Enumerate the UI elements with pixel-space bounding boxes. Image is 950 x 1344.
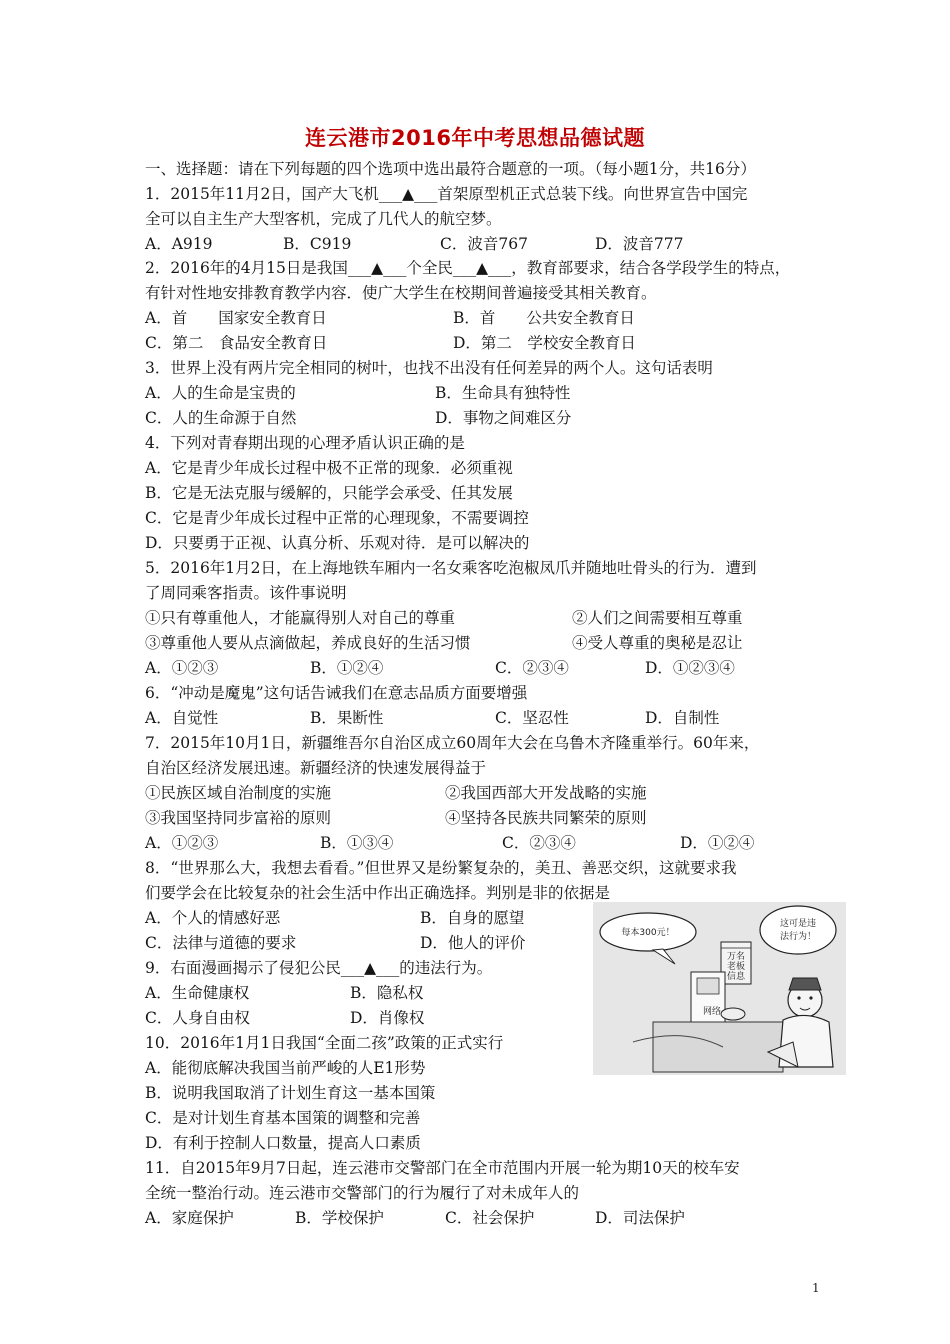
- option: C．②③④: [502, 834, 576, 852]
- option: D．第二 学校安全教育日: [453, 334, 636, 352]
- text-line: 5．2016年1月2日，在上海地铁车厢内一名女乘客吃泡椒凤爪并随地吐骨头的行为．遭到: [145, 559, 757, 577]
- option: C．坚忍性: [495, 709, 569, 727]
- option: ③尊重他人要从点滴做起，养成良好的生活习惯: [145, 634, 471, 652]
- text-line: 自治区经济发展迅速。新疆经济的快速发展得益于: [145, 759, 487, 777]
- option: B．学校保护: [295, 1209, 384, 1227]
- option: ④受人尊重的奥秘是忍让: [572, 634, 743, 652]
- option: A．个人的情感好恶: [145, 909, 281, 927]
- text-line: 2．2016年的4月15日是我国___▲___个全民___▲___，教育部要求，结合各学段学生的特点，: [145, 259, 791, 277]
- bubble-right-text-1: 这可是违: [779, 919, 817, 929]
- text-line: A．能彻底解决我国当前严峻的人E1形势: [145, 1059, 426, 1077]
- page-number: 1: [812, 1281, 820, 1295]
- text-line: D．有利于控制人口数量，提高人口素质: [145, 1134, 421, 1152]
- option: B．①③④: [320, 834, 394, 852]
- option: C．法律与道德的要求: [145, 934, 297, 952]
- option: A．人的生命是宝贵的: [145, 384, 296, 402]
- option: D．①②④: [680, 834, 755, 852]
- text-line: 们要学会在比较复杂的社会生活中作出正确选择。判别是非的依据是: [145, 884, 611, 902]
- option: D．波音777: [595, 235, 684, 253]
- book-label-2: 老板: [726, 962, 746, 972]
- option: A．生命健康权: [145, 984, 250, 1002]
- option: C．社会保护: [445, 1209, 535, 1227]
- bubble-left-text: 每本300元！: [621, 928, 675, 938]
- text-line: 9．右面漫画揭示了侵犯公民___▲___的违法行为。: [145, 959, 493, 977]
- option: B．生命具有独特性: [435, 384, 571, 402]
- text-line: 6．“冲动是魔鬼”这句话告诫我们在意志品质方面要增强: [145, 684, 528, 702]
- text-line: 全统一整治行动。连云港市交警部门的行为履行了对未成年人的: [145, 1184, 580, 1202]
- text-line: 4．下列对青春期出现的心理矛盾认识正确的是: [145, 434, 465, 452]
- option: D．司法保护: [595, 1209, 685, 1227]
- option: B．C919: [283, 235, 352, 253]
- text-line: 11．自2015年9月7日起，连云港市交警部门在全市范围内开展一轮为期10天的校车安: [145, 1159, 740, 1177]
- option: A．首 国家安全教育日: [145, 309, 327, 327]
- text-line: B．它是无法克服与缓解的，只能学会承受、任其发展: [145, 484, 513, 502]
- option: A．A919: [145, 235, 213, 253]
- option: C．人的生命源于自然: [145, 409, 297, 427]
- option: C．波音767: [440, 235, 528, 253]
- text-line: C．它是青少年成长过程中正常的心理现象，不需要调控: [145, 509, 529, 527]
- option: ①民族区域自治制度的实施: [145, 784, 332, 802]
- speech-bubble-right: [760, 906, 836, 954]
- cartoon-illustration: [593, 902, 846, 1075]
- option: B．自身的愿望: [420, 909, 525, 927]
- bubble-right-text-2: 法行为！: [779, 932, 817, 942]
- option: ①只有尊重他人，才能赢得别人对自己的尊重: [145, 609, 456, 627]
- text-line: A．它是青少年成长过程中极不正常的现象．必须重视: [145, 459, 513, 477]
- option: A．①②③: [145, 659, 219, 677]
- option: ④坚持各民族共同繁荣的原则: [445, 809, 647, 827]
- page-title: 连云港市2016年中考思想品德试题: [305, 126, 645, 150]
- option: D．自制性: [645, 709, 720, 727]
- text-line: 全可以自主生产大型客机，完成了几代人的航空梦。: [145, 210, 502, 228]
- text-line: 7．2015年10月1日，新疆维吾尔自治区成立60周年大会在乌鲁木齐隆重举行。60年来，: [145, 734, 760, 752]
- text-line: 1．2015年11月2日，国产大飞机___▲___首架原型机正式总装下线。向世界宣告中国完: [145, 185, 748, 203]
- text-line: 10．2016年1月1日我国“全面二孩”政策的正式实行: [145, 1034, 504, 1052]
- option: C．第二 食品安全教育日: [145, 334, 328, 352]
- text-line: 有针对性地安排教育教学内容．使广大学生在校期间普遍接受其相关教育。: [145, 284, 657, 302]
- option: D．①②③④: [645, 659, 735, 677]
- option: D．肖像权: [350, 1009, 425, 1027]
- option: B．①②④: [310, 659, 384, 677]
- text-line: 了周同乘客指责。该件事说明: [145, 584, 347, 602]
- option: B．首 公共安全教育日: [453, 309, 635, 327]
- book-label-1: 万名: [726, 952, 746, 962]
- text-line: 3．世界上没有两片完全相同的树叶，也找不出没有任何差异的两个人。这句话表明: [145, 359, 713, 377]
- text-line: C．是对计划生育基本国策的调整和完善: [145, 1109, 421, 1127]
- text-line: D．只要勇于正视、认真分析、乐观对待．是可以解决的: [145, 534, 530, 552]
- option: A．①②③: [145, 834, 219, 852]
- option: C．人身自由权: [145, 1009, 250, 1027]
- option: D．他人的评价: [420, 934, 526, 952]
- book-label-3: 信息: [726, 972, 746, 982]
- option: ③我国坚持同步富裕的原则: [145, 809, 332, 827]
- option: B．果断性: [310, 709, 384, 727]
- text-line: 8．“世界那么大，我想去看看。”但世界又是纷繁复杂的，美丑、善恶交织，这就要求我: [145, 859, 737, 877]
- option: D．事物之间难区分: [435, 409, 572, 427]
- text-line: B．说明我国取消了计划生育这一基本国策: [145, 1084, 436, 1102]
- option: B．隐私权: [350, 984, 424, 1002]
- computer-label: 网络: [703, 1007, 722, 1017]
- option: A．家庭保护: [145, 1209, 234, 1227]
- text-line: 一、选择题：请在下列每题的四个选项中选出最符合题意的一项。（每小题1分，共16分）: [145, 160, 756, 178]
- option: ②我国西部大开发战略的实施: [445, 784, 647, 802]
- option: C．②③④: [495, 659, 569, 677]
- option: A．自觉性: [145, 709, 219, 727]
- option: ②人们之间需要相互尊重: [572, 609, 743, 627]
